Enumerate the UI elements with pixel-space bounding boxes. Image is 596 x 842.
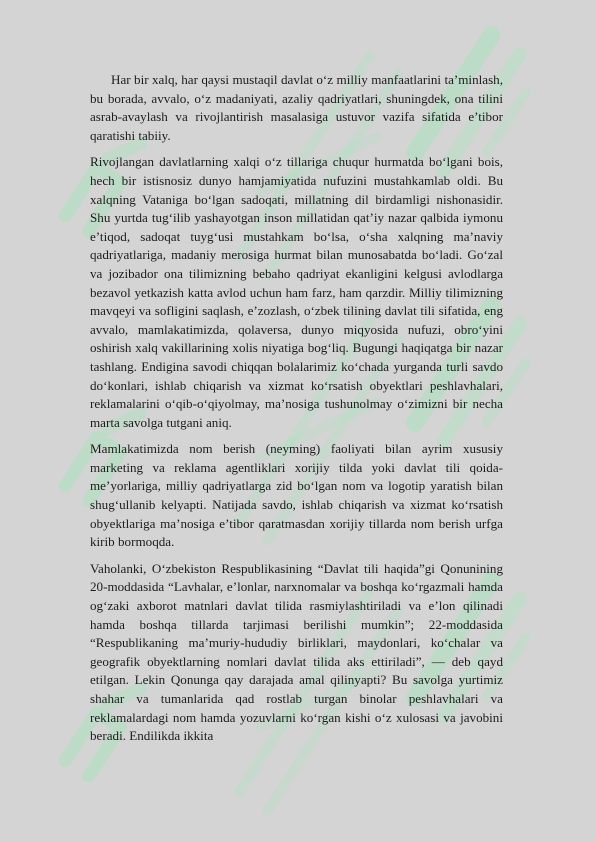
paragraph-state-language-law: Vaholanki, O‘zbekiston Respublikasining “Davlat tili haqida”gi Qonunining 20-moddasida “Lavhalar, e’lonlar, narxnomalar va boshqa ko‘rgazmali hamda og‘zaki axborot matnlari davlat tilida rasmiylashtiriladi va e’lon qilinadi hamda boshqa tillarda tarjimasi berilishi mumkin”; 22-moddasida “Respublikaning ma’muriy-hududiy birliklari, maydonlari, ko‘chalar va geografik obyektlarning nomlari davlat tilida aks ettiriladi”, — deb qayd etilgan. Lekin Qonunga qay darajada amal qilinyapti? Bu savolga yurtimiz shahar va tumanlarida qad rostlab turgan binolar peshlavhalari va reklamalardagi nom hamda yozuvlarni ko‘rgan kishi o‘z xulosasi va javobini beradi. Endilikda ikkita — [90, 560, 503, 744]
paragraph-developed-nations: Rivojlangan davlatlarning xalqi o‘z tillariga chuqur hurmatda bo‘lgani bois, hech bir istisnosiz dunyo hamjamiyatida nufuzini mustahkamlab oldi. Bu xalqning Vataniga bo‘lgan sadoqati, millatning dil birdamligi nishonasidir. Shu yurtda tug‘ilib yashayotgan inson millatidan qat’iy nazar qalbida iymonu e’tiqod, sadoqat tuyg‘usi mustahkam bo‘lsa, o‘sha xalqning ma’naviy qadriyatlariga, madaniy merosiga hurmat bilan munosabatda bo‘ladi. Go‘zal va jozibador ona tilimizning bebaho qadriyat ekanligini kelgusi avlodlarga bezavol yetkazish katta avlod uchun ham farz, ham qarzdir. Milliy tilimizning mavqeyi va sofligini saqlash, e’zozlash, o‘zbek tilining davlat tili sifatida, eng avvalo, mamlakatimizda, qolaversa, dunyo miqyosida nufuzi, obro‘yini oshirish xalq vakillarining xolis niyatiga bog‘liq. Bugungi haqiqatga bir nazar tashlang. Endigina savodi chiqqan bolalarimiz ko‘chada yurganda turli savdo do‘konlari, ishlab chiqarish va xizmat ko‘rsatish obyektlari peshlavhalari, reklamalarini o‘qib-o‘qiyolmay, ma’nosiga tushunolmay o‘zimizni bir necha marta savolga tutgani aniq. — [90, 154, 503, 430]
paragraph-naming-practice: Mamlakatimizda nom berish (neyming) faoliyati bilan ayrim xususiy marketing va reklama agentliklari xorijiy tilda yoki davlat tili qoida-me’yorlariga, milliy qadriyatlarga zid bo‘lgan nom va logotip yaratish bilan shug‘ullanib kelyapti. Natijada savdo, ishlab chiqarish va xizmat ko‘rsatish obyektlariga ma’nosiga e’tibor qaratmasdan xorijiy tillarda nom berish urfga kirib bormoqda. — [90, 441, 503, 550]
paragraph-intro: Har bir xalq, har qaysi mustaqil davlat o‘z milliy manfaatlarini ta’minlash, bu borada, avvalo, o‘z madaniyati, azaliy qadriyatlari, shuningdek, ona tilini asrab-avaylash va rivojlantirish masalasiga ustuvor vazifa sifatida e’tibor qaratishi tabiiy. — [90, 72, 503, 143]
document-body — [90, 71, 503, 754]
